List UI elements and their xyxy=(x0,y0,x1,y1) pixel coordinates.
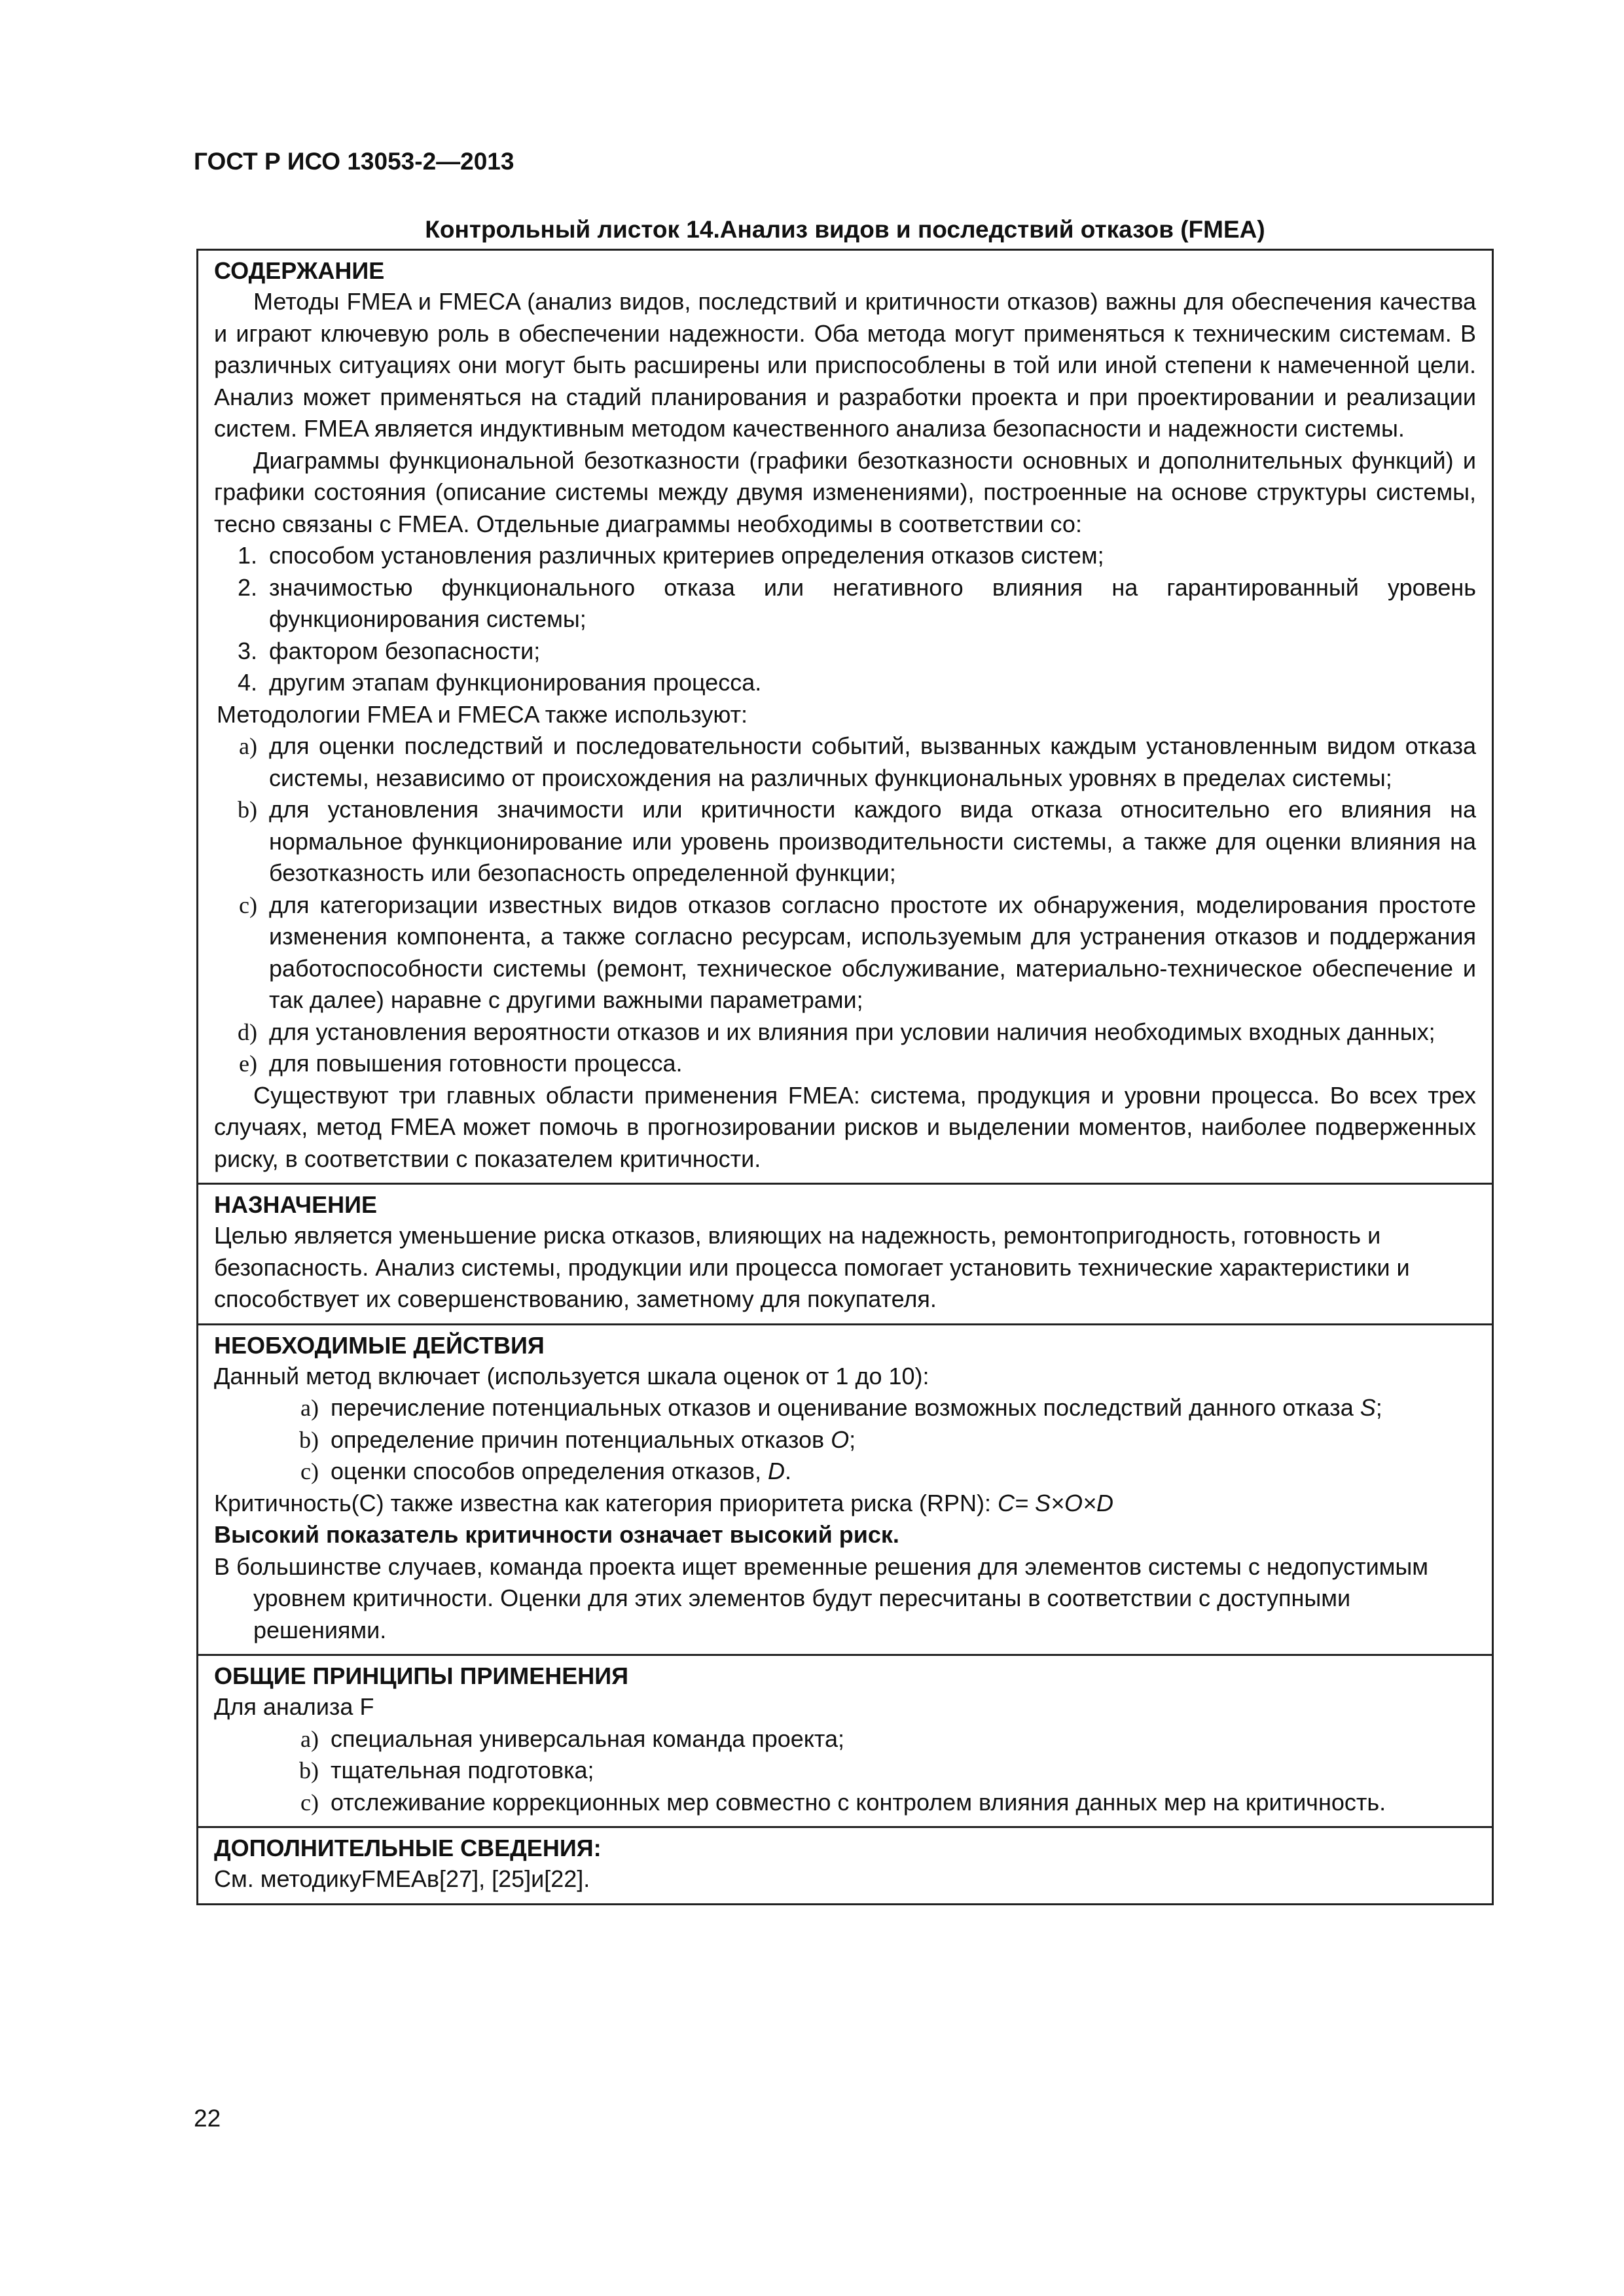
list-item-text: специальная универсальная команда проекта; xyxy=(331,1725,845,1752)
actions-intro: Данный метод включает (используется шкала оценок от 1 до 10): xyxy=(214,1362,929,1390)
methods-intro: Методологии FMEA и FMECA также используют: xyxy=(217,700,748,728)
list-item xyxy=(214,1456,1476,1488)
list-item xyxy=(221,667,1476,699)
numbered-list xyxy=(214,540,1476,699)
list-marker: 3. xyxy=(237,637,257,664)
list-item-text: для повышения готовности процесса. xyxy=(269,1050,683,1077)
principles-intro: Для анализа F xyxy=(214,1693,374,1720)
list-marker: a) xyxy=(300,1725,319,1752)
list-marker: a) xyxy=(300,1395,319,1421)
list-item-text: тщательная подготовка; xyxy=(331,1757,594,1784)
list-item xyxy=(221,572,1476,636)
principles-list xyxy=(214,1723,1476,1819)
section-contents xyxy=(198,251,1492,1185)
lettered-list xyxy=(214,730,1476,1080)
list-item-text: для установления значимости или критичности каждого вида отказа относительно его влияния на нормальное функционирование или уровень производительности системы, а также для оценки влияния на безотказность или безопасность определенной функции; xyxy=(269,796,1476,886)
list-item-text: способом установления различных критериев определения отказов систем; xyxy=(269,542,1104,569)
variable-s: S xyxy=(1360,1394,1376,1421)
list-item xyxy=(221,794,1476,889)
list-marker: b) xyxy=(299,1426,319,1453)
checklist-table xyxy=(196,249,1494,1905)
document-code: ГОСТ Р ИСО 13053-2—2013 xyxy=(194,148,514,175)
list-item xyxy=(221,730,1476,794)
list-item xyxy=(214,1424,1476,1456)
list-item-text: значимостью функционального отказа или негативного влияния на гарантированный уровень функционирования системы; xyxy=(269,573,1476,632)
list-item xyxy=(221,1016,1476,1049)
list-item xyxy=(214,1755,1476,1787)
contents-paragraph-1: Методы FMEA и FMECA (анализ видов, последствий и критичности отказов) важны для обеспечения качества и играют ключевую роль в обеспечении надежности. Оба метода могут применяться к техническим системам. В различных ситуациях они могут быть расширены или приспособлены в той или иной степени к намеченной цели. Анализ может применяться на стадий планирования и разработки проекта и при проектировании и реализации систем. FMEA является индуктивным методом качественного анализа безопасности и надежности системы. xyxy=(214,288,1476,442)
list-item xyxy=(214,1392,1476,1424)
section-title-actions: НЕОБХОДИМЫЕ ДЕЙСТВИЯ xyxy=(214,1331,545,1359)
section-actions xyxy=(198,1325,1492,1657)
list-marker: e) xyxy=(239,1050,257,1077)
section-additional xyxy=(198,1828,1492,1903)
high-risk-statement: Высокий показатель критичности означает высокий риск. xyxy=(214,1521,899,1548)
list-marker: 4. xyxy=(237,669,257,696)
actions-list xyxy=(214,1392,1476,1488)
list-item xyxy=(221,889,1476,1016)
list-marker: a) xyxy=(239,733,257,759)
list-item xyxy=(221,1048,1476,1080)
contents-paragraph-3: Существуют три главных области применения FMEA: система, продукция и уровни процесса. Во всех трех случаях, метод FMEA может помочь в прогнозировании рисков и выделении моментов, наиболее подверженных риску, в соответствии с показателем критичности. xyxy=(214,1081,1476,1172)
sheet-title: Контрольный листок 14.Анализ видов и последствий отказов (FMEA) xyxy=(425,216,1265,243)
section-title-purpose: НАЗНАЧЕНИЕ xyxy=(214,1191,377,1218)
list-item xyxy=(221,636,1476,668)
list-marker: b) xyxy=(299,1757,319,1784)
additional-text: См. методикуFMEAв[27], [25]и[22]. xyxy=(214,1865,590,1892)
section-title-additional: ДОПОЛНИТЕЛЬНЫЕ СВЕДЕНИЯ: xyxy=(214,1835,602,1861)
list-marker: d) xyxy=(238,1018,257,1045)
section-purpose xyxy=(198,1185,1492,1325)
list-item-text: для категоризации известных видов отказов согласно простоте их обнаружения, моделирования простоте изменения компонента, а также согласно ресурсам, используемым для устранения отказов и поддержания работоспособности системы (ремонт, техническое обслуживание, материально-техническое обеспечение и так далее) наравне с другими важными параметрами; xyxy=(269,891,1476,1013)
criticality-line: Критичность(С) также известна как категория приоритета риска (RPN): C= S×O×D xyxy=(214,1489,1114,1516)
list-item-text: для установления вероятности отказов и их влияния при условии наличия необходимых входных данных; xyxy=(269,1018,1435,1045)
list-item-text: для оценки последствий и последовательности событий, вызванных каждым установленным видом отказа системы, независимо от происхождения на различных функциональных уровнях в пределах системы; xyxy=(269,732,1476,791)
list-item xyxy=(214,1787,1476,1819)
list-item-text: фактором безопасности; xyxy=(269,637,541,664)
list-item-text: другим этапам функционирования процесса. xyxy=(269,669,762,696)
list-item-text: определение причин потенциальных отказов O; xyxy=(331,1426,856,1453)
list-item-text: отслеживание коррекционных мер совместно с контролем влияния данных мер на критичность. xyxy=(331,1788,1386,1816)
list-marker: 1. xyxy=(237,542,257,569)
list-item-text: оценки способов определения отказов, D. xyxy=(331,1458,791,1484)
list-marker: c) xyxy=(300,1789,319,1816)
section-title-principles: ОБЩИЕ ПРИНЦИПЫ ПРИМЕНЕНИЯ xyxy=(214,1662,629,1689)
variable-o: O xyxy=(831,1426,850,1453)
variable-d: D xyxy=(767,1458,785,1484)
section-title-contents: СОДЕРЖАНИЕ xyxy=(214,257,385,284)
purpose-text: Целью является уменьшение риска отказов, влияющих на надежность, ремонтопригодность, готовность и безопасность. Анализ системы, продукции или процесса помогает установить технические характеристики и способствует их совершенствованию, заметному для покупателя. xyxy=(214,1222,1410,1312)
list-marker: c) xyxy=(239,891,257,918)
criticality-formula: C= S×O×D xyxy=(997,1489,1114,1516)
section-principles xyxy=(198,1656,1492,1828)
list-item-text: перечисление потенциальных отказов и оценивание возможных последствий данного отказа S; xyxy=(331,1394,1382,1421)
contents-paragraph-2: Диаграммы функциональной безотказности (графики безотказности основных и дополнительных функций) и графики состояния (описание системы между двумя изменениями), построенные на основе структуры системы, тесно связаны с FMEA. Отдельные диаграммы необходимы в соответствии со: xyxy=(214,446,1476,537)
list-marker: c) xyxy=(300,1458,319,1484)
actions-closing: В большинстве случаев, команда проекта ищет временные решения для элементов системы с недопустимым уровнем критичности. Оценки для этих элементов будут пересчитаны в соответствии с доступными решениями. xyxy=(214,1552,1429,1643)
list-marker: b) xyxy=(238,797,257,823)
list-marker: 2. xyxy=(237,573,257,601)
list-item xyxy=(214,1723,1476,1755)
list-item xyxy=(221,540,1476,572)
page-number: 22 xyxy=(194,2105,221,2132)
